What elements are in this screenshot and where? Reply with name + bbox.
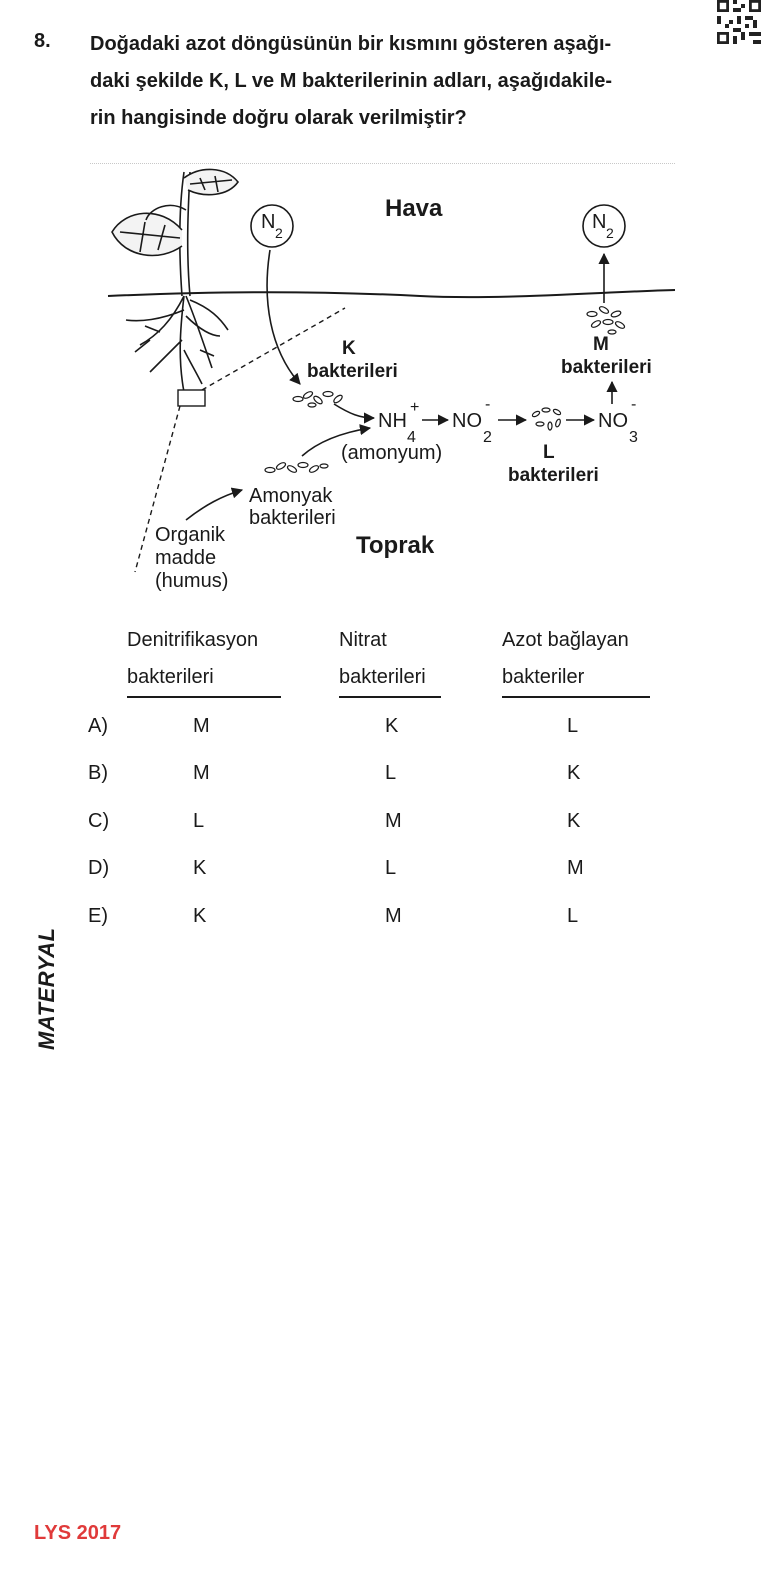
amonyak-label-2: bakterileri xyxy=(249,507,336,529)
n2-left-sub: 2 xyxy=(275,225,283,241)
arrow-organic-to-amonyak xyxy=(186,490,242,520)
n2-left-label: N xyxy=(261,211,276,233)
no2-charge: - xyxy=(485,396,491,413)
header-denitrification-line-2: bakterileri xyxy=(127,659,281,698)
header-denitrification-line-1: Denitrifikasyon xyxy=(127,629,259,651)
option-value-denitrification: M xyxy=(193,715,210,737)
amonyak-bacteria-icon xyxy=(265,461,328,473)
header-nitrogen-fixing-line-1: Azot bağlayan xyxy=(502,629,629,651)
root-zoom-box xyxy=(178,390,205,406)
amonyum-label: (amonyum) xyxy=(341,442,443,464)
option-value-nitrogen-fixing: L xyxy=(567,715,579,737)
option-value-nitrogen-fixing: M xyxy=(567,857,584,879)
option-value-denitrification: K xyxy=(193,905,207,927)
ground-line xyxy=(108,290,675,297)
plant-icon xyxy=(112,169,238,392)
k-bacteria-letter: K xyxy=(342,338,356,359)
organik-label-2: madde xyxy=(155,547,217,569)
option-value-nitrogen-fixing: K xyxy=(567,810,581,832)
option-value-denitrification: L xyxy=(193,810,205,832)
option-value-nitrate: L xyxy=(385,857,397,879)
option-label: D) xyxy=(88,857,110,879)
option-value-nitrogen-fixing: K xyxy=(567,762,581,784)
option-value-nitrate: K xyxy=(385,715,399,737)
l-bacteria-word: bakterileri xyxy=(508,465,599,486)
header-nitrate-line-2: bakterileri xyxy=(339,659,441,698)
question-line-3: rin hangisinde doğru olarak verilmiştir? xyxy=(90,107,467,129)
option-label: C) xyxy=(88,810,110,832)
m-bacteria-letter: M xyxy=(593,334,609,355)
no2-sub: 2 xyxy=(483,429,492,446)
toprak-label: Toprak xyxy=(356,532,435,559)
option-value-nitrate: M xyxy=(385,905,402,927)
k-bacteria-word: bakterileri xyxy=(307,361,398,382)
organik-label-3: (humus) xyxy=(155,570,229,592)
option-value-nitrogen-fixing: L xyxy=(567,905,579,927)
header-nitrate xyxy=(339,622,441,698)
question-number: 8. xyxy=(34,30,51,52)
no2-label: NO xyxy=(452,410,482,432)
question-line-2: daki şekilde K, L ve M bakterilerinin adları, aşağıdakile- xyxy=(90,70,613,92)
organik-label-1: Organik xyxy=(155,524,226,546)
no3-charge: - xyxy=(631,396,637,413)
header-nitrate-line-1: Nitrat xyxy=(339,629,387,651)
option-value-denitrification: M xyxy=(193,762,210,784)
no3-sub: 3 xyxy=(629,429,638,446)
nh4-charge: + xyxy=(410,399,420,416)
side-label-text: MATERYAL xyxy=(34,927,59,1050)
m-bacteria-icon xyxy=(587,305,626,334)
arrow-n2-to-k xyxy=(267,250,300,384)
n2-right-label: N xyxy=(592,211,607,233)
header-nitrogen-fixing-line-2: bakteriler xyxy=(502,659,650,698)
no3-label: NO xyxy=(598,410,628,432)
question-line-1: Doğadaki azot döngüsünün bir kısmını gösteren aşağı- xyxy=(90,33,612,55)
option-label: E) xyxy=(88,905,108,927)
amonyak-label-1: Amonyak xyxy=(249,485,333,507)
hava-label: Hava xyxy=(385,195,443,222)
m-bacteria-word: bakterileri xyxy=(561,357,652,378)
header-denitrification xyxy=(127,622,281,698)
n2-right-sub: 2 xyxy=(606,225,614,241)
header-nitrogen-fixing xyxy=(502,622,650,698)
option-label: B) xyxy=(88,762,108,784)
arrow-k-to-nh4 xyxy=(334,404,374,418)
footer-exam-label: LYS 2017 xyxy=(34,1522,122,1544)
side-label xyxy=(6,900,59,1050)
l-bacteria-letter: L xyxy=(543,442,555,463)
option-label: A) xyxy=(88,715,108,737)
nh4-label: NH xyxy=(378,410,407,432)
option-value-nitrate: L xyxy=(385,762,397,784)
l-bacteria-icon xyxy=(532,408,562,430)
option-value-denitrification: K xyxy=(193,857,207,879)
nitrogen-cycle-figure xyxy=(0,0,765,600)
option-value-nitrate: M xyxy=(385,810,402,832)
nh4-sub: 4 xyxy=(407,429,416,446)
